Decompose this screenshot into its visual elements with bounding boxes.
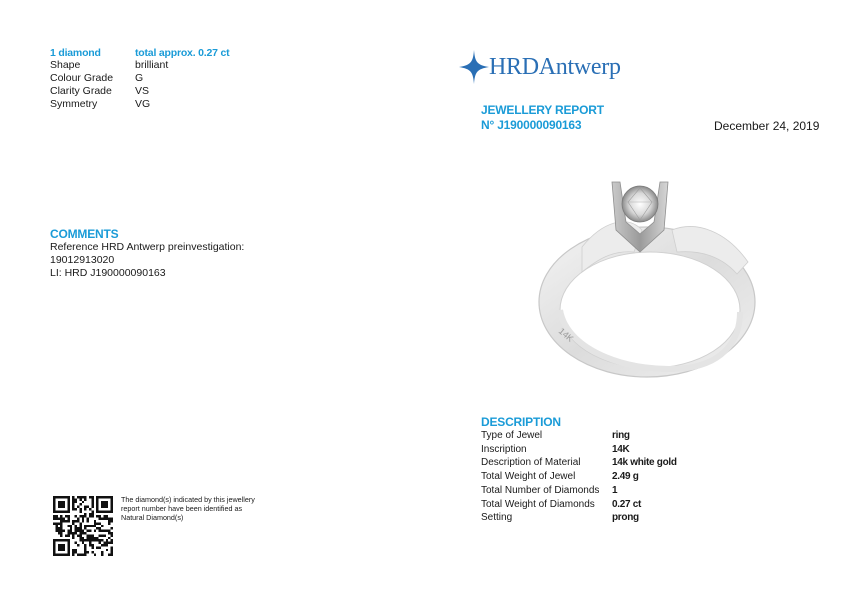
report-date: December 24, 2019 — [714, 119, 820, 133]
diamond-summary — [50, 47, 229, 111]
qr-note-line: report number have been identified as — [121, 504, 243, 513]
diamond-row — [50, 72, 229, 85]
description-section — [481, 415, 677, 525]
comments-title: COMMENTS — [50, 227, 119, 241]
comments-line: LI: HRD J190000090163 — [50, 267, 166, 279]
description-row-key: Total Weight of Diamonds — [481, 498, 595, 510]
description-row-key: Description of Material — [481, 457, 581, 469]
diamond-row-value: VG — [135, 98, 151, 110]
diamond-row-key: Colour Grade — [50, 72, 114, 84]
comments-line: Reference HRD Antwerp preinvestigation: — [50, 241, 245, 253]
logo-text: HRDAntwerp — [489, 53, 621, 80]
description-row-value: prong — [612, 512, 639, 524]
hrd-antwerp-logo — [459, 50, 621, 84]
qr-code-graphic — [53, 496, 113, 556]
star-sparkle-icon — [459, 50, 489, 84]
description-row-value: ring — [612, 430, 630, 441]
comments-line: 19012913020 — [50, 254, 115, 266]
description-row — [481, 429, 677, 443]
qr-note-line: The diamond(s) indicated by this jewellery — [121, 495, 255, 504]
description-row-value: 1 — [612, 484, 618, 496]
description-row — [481, 484, 677, 498]
description-row — [481, 456, 677, 470]
report-header — [481, 103, 604, 133]
ring-engraving: 14K — [556, 325, 576, 344]
diamond-total-weight: total approx. 0.27 ct — [135, 47, 230, 59]
description-row-value: 14K — [612, 443, 630, 455]
diamond-row-key: Symmetry — [50, 98, 98, 110]
diamond-count: 1 diamond — [50, 47, 101, 59]
description-row-key: Inscription — [481, 443, 527, 455]
description-title: DESCRIPTION — [481, 415, 561, 429]
comments-section — [50, 227, 244, 280]
diamond-row-value: brilliant — [135, 59, 169, 71]
ring-photo — [512, 152, 782, 402]
qr-code[interactable] — [53, 496, 113, 556]
description-row — [481, 511, 677, 525]
report-title: JEWELLERY REPORT — [481, 103, 604, 117]
qr-note-line: Natural Diamond(s) — [121, 513, 184, 522]
description-row-key: Setting — [481, 512, 513, 524]
diamond-row-key: Clarity Grade — [50, 85, 112, 97]
diamond-row — [50, 85, 229, 98]
description-row-value: 2.49 g — [612, 471, 639, 483]
diamond-row-value: VS — [135, 85, 150, 97]
description-row — [481, 498, 677, 512]
diamond-row-key: Shape — [50, 59, 81, 71]
description-row-value: 14k white gold — [612, 457, 677, 469]
description-row-key: Total Weight of Jewel — [481, 471, 576, 483]
description-row-key: Total Number of Diamonds — [481, 484, 600, 496]
description-table — [481, 429, 677, 525]
description-row — [481, 443, 677, 457]
diamond-row — [50, 98, 229, 111]
description-row-key: Type of Jewel — [481, 430, 543, 441]
qr-note — [121, 495, 255, 522]
description-row — [481, 470, 677, 484]
diamond-summary-header — [50, 47, 229, 59]
description-row-value: 0.27 ct — [612, 498, 642, 510]
diamond-row — [50, 59, 229, 72]
diamond-row-value: G — [135, 72, 144, 84]
report-number: N° J190000090163 — [481, 118, 582, 132]
